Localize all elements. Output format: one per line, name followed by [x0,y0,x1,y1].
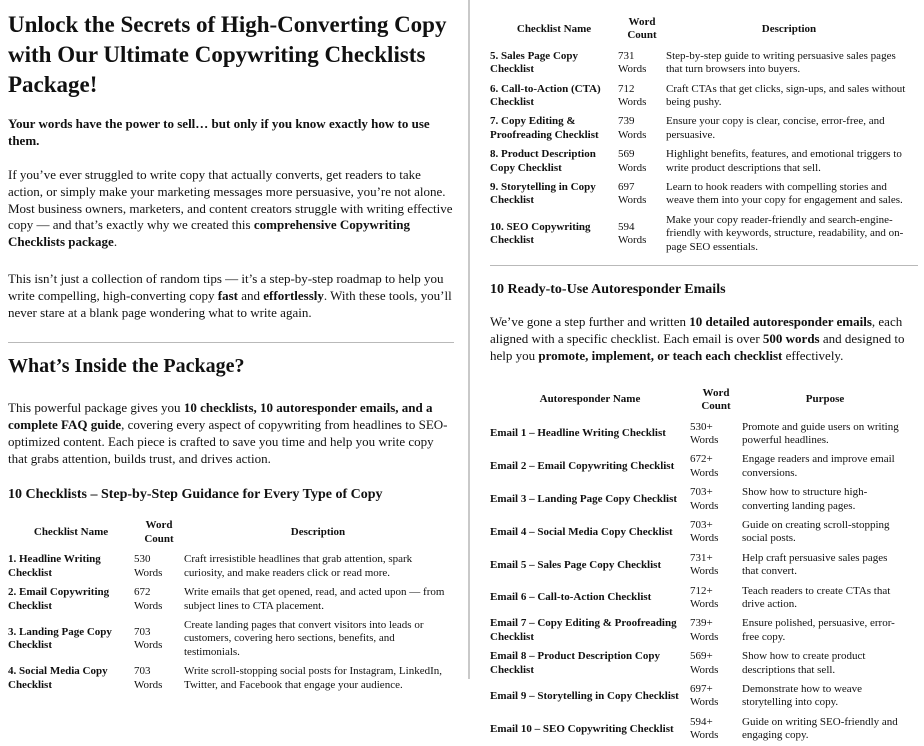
description-cell: Create landing pages that convert visitors into leads or customers, covering hero sections, benefits, and testimonials. [184,618,424,658]
bold-text-segment: effortlessly [263,288,324,304]
word-count-cell: 731+ Words [690,551,719,578]
text-segment: , each aligned with a specific checklist. Each email is over [490,314,903,346]
column-header: Purpose [805,393,845,406]
word-count-cell: 697 Words [618,181,647,207]
table-row [490,112,912,145]
autoresponder-name-cell: Email 5 – Sales Page Copy Checklist [490,558,662,571]
autoresponder-name-cell: Email 2 – Email Copywriting Checklist [490,460,675,473]
text-segment: This powerful package gives you [8,399,184,415]
word-count-cell: 731 Words [618,49,647,76]
table-row [490,450,908,483]
table-row [8,550,452,583]
autoresponder-name-cell: Email 8 – Product Description Copy Checklist [490,650,660,676]
description-cell: Highlight benefits, features, and emotional triggers to write product descriptions that sell. [666,148,902,174]
checklist-name-cell: 6. Call-to-Action (CTA) Checklist [490,82,601,109]
column-header: Checklist Name [33,526,109,539]
description-cell: Ensure your copy is clear, concise, error-free, and persuasive. [666,115,885,141]
column-header: Word Count [627,16,657,42]
checklist-name-cell: 7. Copy Editing & Proofreading Checklist [490,115,599,141]
checklist-name-cell: 4. Social Media Copy Checklist [8,665,108,691]
autoresponder-name-cell: Email 6 – Call-to-Action Checklist [490,591,652,604]
word-count-cell: 530+ Words [690,420,719,446]
purpose-cell: Guide on creating scroll-stopping social posts. [742,519,890,545]
word-count-cell: 530 Words [134,553,163,579]
table-row [490,418,908,451]
text-segment: This isn’t just a collection of random tips — it’s a step-by-step roadmap to help you write compelling, high-converting copy [8,271,444,304]
text-segment: and designed to help you [490,330,905,363]
checklists-table-part2 [490,14,912,257]
table-row [490,614,908,647]
word-count-cell: 712+ Words [690,584,719,611]
table-header-row [490,385,908,418]
purpose-cell: Teach readers to create CTAs that drive action. [742,584,891,611]
bold-text-segment: fast [217,288,238,304]
purpose-cell: Guide on writing SEO-friendly and engaging copy. [742,715,898,742]
word-count-cell: 672+ Words [690,453,719,479]
text-segment: We’ve gone a step further and written [490,314,690,330]
purpose-cell: Show how to create product descriptions that sell. [742,650,866,676]
description-cell: Craft CTAs that get clicks, sign-ups, and sales without being pushy. [666,82,906,109]
table-row [490,582,908,615]
text-segment: and [237,288,264,304]
text-segment: If you’ve ever struggled to write copy that actually converts, get readers to take action, or simply make your marketing messages more persuasive, you’re not alone. Most business owners, marketers, and content creators struggle with writing effective copy — and that’s exactly why we created this [8,166,453,233]
checklist-name-cell: 9. Storytelling in Copy Checklist [490,181,596,207]
table-row [490,713,908,746]
description-cell: Write emails that get opened, read, and acted upon — from subject lines to CTA placement. [184,586,445,612]
lead-paragraph: Your words have the power to sell… but only if you know exactly how to use them. [8,116,430,148]
purpose-cell: Ensure polished, persuasive, error-free copy. [742,617,895,643]
purpose-cell: Demonstrate how to weave storytelling into copy. [742,683,863,709]
column-header: Description [290,526,346,539]
description-cell: Step-by-step guide to writing persuasive sales pages that turn browsers into buyers. [666,49,896,76]
text-segment: . [113,234,118,250]
right-column [470,0,924,742]
checklist-name-cell: 8. Product Description Copy Checklist [490,148,596,174]
word-count-cell: 703+ Words [690,486,719,512]
word-count-cell: 703+ Words [690,519,719,545]
table-row [8,583,452,616]
word-count-cell: 697+ Words [690,683,719,709]
description-cell: Write scroll-stopping social posts for Instagram, LinkedIn, Twitter, and Facebook that engage your audience. [184,665,443,691]
description-cell: Make your copy reader-friendly and search-engine-friendly with keywords, structure, readability, and on-page SEO essentials. [666,213,904,253]
table-row [490,211,912,257]
word-count-cell: 739+ Words [690,617,719,643]
description-cell: Craft irresistible headlines that grab attention, spark curiosity, and make readers click or read more. [184,553,413,579]
autoresponder-paragraph [490,314,918,365]
purpose-cell: Promote and guide users on writing powerful headlines. [742,420,899,446]
autoresponder-name-cell: Email 7 – Copy Editing & Proofreading Checklist [490,617,677,643]
section-paragraph [8,400,454,468]
word-count-cell: 672 Words [134,586,163,612]
word-count-cell: 739 Words [618,115,647,141]
autoresponder-name-cell: Email 10 – SEO Copywriting Checklist [490,722,674,735]
text-segment: effectively. [782,347,844,363]
section-divider [490,265,918,266]
section-heading: What’s Inside the Package? [8,354,245,377]
column-header: Description [761,22,817,35]
table-row [8,616,452,662]
checklists-table-part1 [8,517,452,694]
left-column [0,0,470,691]
bold-text-segment: 10 detailed autoresponder emails [689,314,872,330]
checklists-table-heading: 10 Checklists – Step-by-Step Guidance for Every Type of Copy [8,487,383,503]
bold-text-segment: comprehensive Copywriting Checklists package [8,217,410,250]
purpose-cell: Help craft persuasive sales pages that convert. [742,551,888,578]
checklist-name-cell: 2. Email Copywriting Checklist [8,586,110,612]
table-row [490,178,912,211]
word-count-cell: 703 Words [134,625,163,652]
bold-text-segment: 10 checklists, 10 autoresponder emails, and a complete FAQ guide [8,399,433,432]
column-header: Word Count [701,386,731,413]
table-row [490,47,912,80]
text-segment: . With these tools, you’ll never stare at a blank page wondering what to write again. [8,288,452,321]
bold-text-segment: promote, implement, or teach each checklist [538,347,783,363]
column-header: Checklist Name [516,22,592,35]
table-row [490,80,912,113]
table-row [490,680,908,713]
autoresponders-table [490,385,908,746]
bold-text-segment: 500 words [762,330,820,346]
table-row [490,483,908,516]
table-header-row [8,517,452,550]
autoresponder-name-cell: Email 3 – Landing Page Copy Checklist [490,492,678,505]
word-count-cell: 569+ Words [690,650,719,676]
intro-paragraph-1 [8,167,454,251]
word-count-cell: 569 Words [618,148,647,174]
checklist-name-cell: 3. Landing Page Copy Checklist [8,625,112,652]
intro-paragraph-2 [8,271,454,322]
table-row [490,549,908,582]
column-header: Word Count [144,519,174,545]
table-row [490,647,908,680]
table-row [490,145,912,178]
word-count-cell: 712 Words [618,82,647,109]
purpose-cell: Show how to structure high-converting landing pages. [742,486,868,512]
table-header-row [490,14,912,47]
autoresponder-heading: 10 Ready-to-Use Autoresponder Emails [490,282,726,298]
table-row [490,516,908,549]
checklist-name-cell: 10. SEO Copywriting Checklist [490,220,591,246]
description-cell: Learn to hook readers with compelling stories and weave them into your copy for engagement and sales. [666,181,903,207]
autoresponder-name-cell: Email 1 – Headline Writing Checklist [490,427,666,440]
checklist-name-cell: 1. Headline Writing Checklist [8,553,101,579]
autoresponder-name-cell: Email 9 – Storytelling in Copy Checklist [490,689,679,702]
column-header: Autoresponder Name [539,393,641,406]
section-divider [8,342,454,343]
text-segment: , covering every aspect of copywriting from headlines to SEO-optimized content. Each piece is crafted to save you time and help you write copy that grabs attention, builds trust, and drives action. [8,416,448,466]
checklist-name-cell: 5. Sales Page Copy Checklist [490,49,578,76]
word-count-cell: 594+ Words [690,715,719,742]
word-count-cell: 703 Words [134,665,163,691]
autoresponder-name-cell: Email 4 – Social Media Copy Checklist [490,525,673,538]
purpose-cell: Engage readers and improve email conversions. [742,453,895,479]
main-heading: Unlock the Secrets of High-Converting Copy with Our Ultimate Copywriting Checklists Package! [8,12,447,97]
word-count-cell: 594 Words [618,220,647,246]
